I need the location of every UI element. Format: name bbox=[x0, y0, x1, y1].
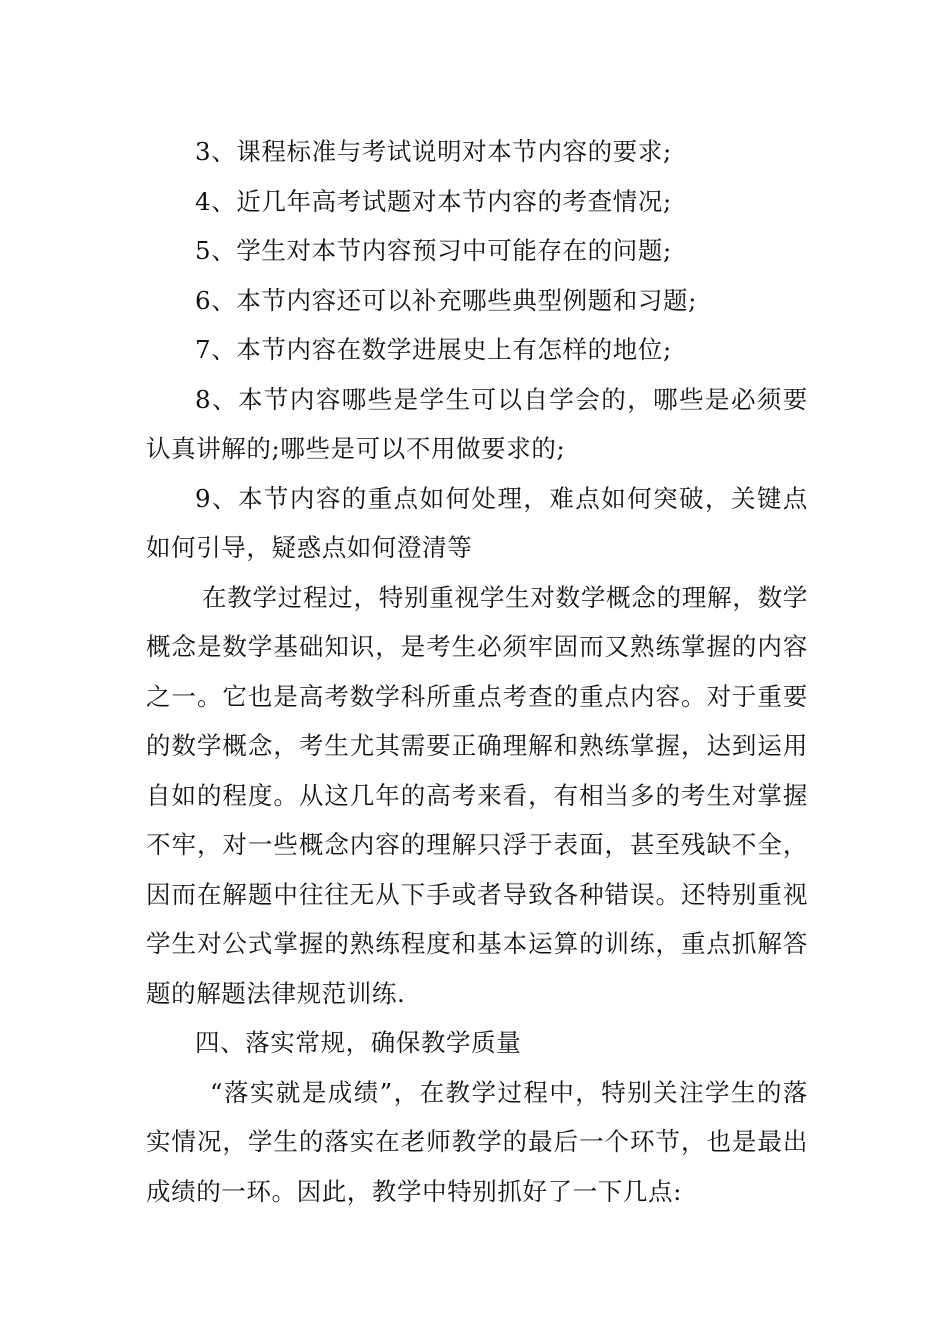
list-item-4: 4、近几年高考试题对本节内容的考查情况; bbox=[195, 186, 672, 216]
document-body bbox=[146, 127, 808, 1216]
body-paragraph-implementation: “落实就是成绩”，在教学过程中，特别关注学生的落实情况，学生的落实在老师教学的最后一个环节，也是最出成绩的一环。因此，教学中特别抓好了一下几点: bbox=[146, 1077, 808, 1206]
list-item-6: 6、本节内容还可以补充哪些典型例题和习题; bbox=[195, 285, 697, 315]
list-item-9: 9、本节内容的重点如何处理，难点如何突破，关键点如何引导，疑惑点如何澄清等 bbox=[146, 483, 808, 562]
list-item-8: 8、本节内容哪些是学生可以自学会的，哪些是必须要认真讲解的;哪些是可以不用做要求的; bbox=[146, 384, 808, 463]
list-item-3: 3、课程标准与考试说明对本节内容的要求; bbox=[195, 137, 672, 166]
list-item-7: 7、本节内容在数学进展史上有怎样的地位; bbox=[195, 335, 672, 364]
list-item-5: 5、学生对本节内容预习中可能存在的问题; bbox=[195, 236, 672, 265]
body-paragraph-concepts: 在教学过程过，特别重视学生对数学概念的理解，数学概念是数学基础知识，是考生必须牢固而又熟练掌握的内容之一。它也是高考数学科所重点考查的重点内容。对于重要的数学概念，考生尤其需要正确理解和熟练掌握，达到运用自如的程度。从这几年的高考来看，有相当多的考生对掌握不牢，对一些概念内容的理解只浮于表面，甚至残缺不全，因而在解题中往往无从下手或者导致各种错误。还特别重视学生对公式掌握的熟练程度和基本运算的训练，重点抓解答题的解题法律规范训练. bbox=[146, 582, 808, 1008]
section-heading-4: 四、落实常规，确保教学质量 bbox=[195, 1028, 522, 1057]
